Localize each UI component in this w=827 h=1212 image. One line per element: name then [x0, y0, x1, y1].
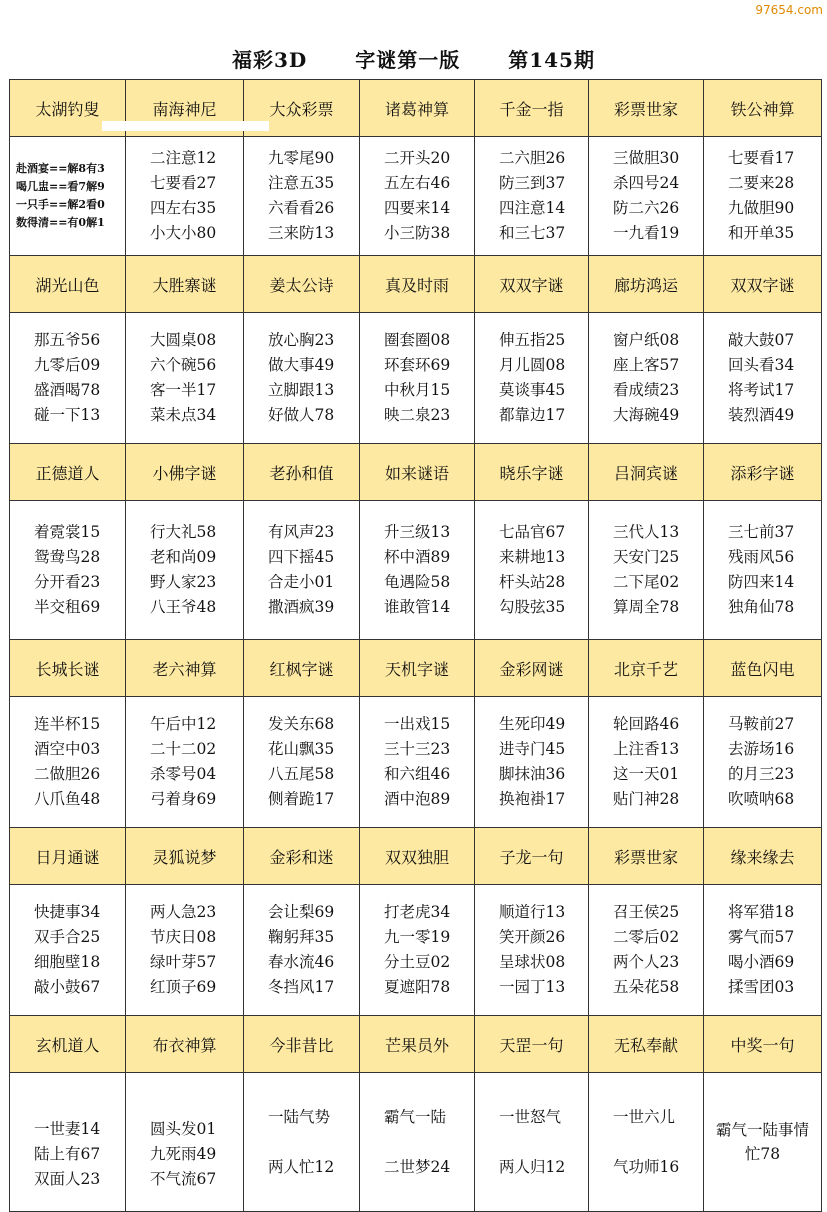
riddle-cell	[475, 885, 589, 1016]
riddle-line: 数得清==有0解1	[16, 216, 105, 229]
riddle-line: 轮回路46	[613, 715, 680, 733]
riddle-line: 去游场16	[728, 740, 795, 758]
riddle-line: 上注香13	[613, 740, 680, 758]
riddle-line: 侧着跪17	[268, 790, 335, 808]
riddle-line: 看成绩23	[613, 381, 680, 399]
riddle-line: 节庆日08	[150, 928, 217, 946]
riddle-cell	[126, 697, 244, 828]
riddle-line: 天安门25	[613, 548, 680, 566]
riddle-line	[499, 1130, 588, 1155]
riddle-line: 回头看34	[728, 356, 795, 374]
riddle-line: 做大事49	[268, 356, 335, 374]
header-row	[10, 256, 822, 313]
author-header: 彩票世家	[589, 80, 704, 137]
riddle-line: 大海碗49	[613, 406, 680, 424]
riddle-line: 八五尾58	[268, 765, 335, 783]
riddle-line	[268, 1130, 359, 1155]
riddle-line: 座上客57	[613, 356, 680, 374]
riddle-cell	[244, 697, 360, 828]
riddle-cell	[360, 885, 475, 1016]
riddle-line: 敲小鼓67	[34, 978, 101, 996]
riddle-line: 午后中12	[150, 715, 217, 733]
riddle-line: 菜未点34	[150, 406, 217, 424]
riddle-table	[9, 79, 822, 1212]
riddle-line: 二零后02	[613, 928, 680, 946]
riddle-cell	[475, 313, 589, 444]
author-header: 南海神尼	[126, 80, 244, 137]
riddle-line: 好做人78	[268, 406, 335, 424]
riddle-line: 合走小01	[268, 573, 335, 591]
author-header: 双双字谜	[704, 256, 822, 313]
riddle-line: 二要来28	[728, 174, 795, 192]
riddle-line: 二世梦24	[384, 1157, 451, 1176]
riddle-line: 大圆桌08	[150, 331, 217, 349]
riddle-line: 九做胆90	[728, 199, 795, 217]
riddle-cell	[360, 697, 475, 828]
author-header: 布衣神算	[126, 1016, 244, 1073]
riddle-line: 双手合25	[34, 928, 101, 946]
author-header: 老孙和值	[244, 444, 360, 501]
riddle-line: 九零后09	[34, 356, 101, 374]
riddle-line: 二开头20	[384, 149, 451, 167]
riddle-cell	[10, 697, 126, 828]
riddle-line: 映二泉23	[384, 406, 451, 424]
riddle-line: 三来防13	[268, 224, 335, 242]
riddle-cell	[589, 697, 704, 828]
riddle-line: 冬挡风17	[268, 978, 335, 996]
riddle-line: 二下尾02	[613, 573, 680, 591]
author-header: 湖光山色	[10, 256, 126, 313]
riddle-line: 杆头站28	[499, 573, 566, 591]
author-header: 金彩网谜	[475, 640, 589, 697]
riddle-line: 马鞍前27	[728, 715, 795, 733]
riddle-line: 九零尾90	[268, 149, 335, 167]
riddle-line: 莫谈事45	[499, 381, 566, 399]
riddle-line: 防四来14	[728, 573, 795, 591]
author-header: 北京千艺	[589, 640, 704, 697]
riddle-cell	[360, 137, 475, 256]
riddle-cell	[244, 137, 360, 256]
riddle-cell	[10, 501, 126, 640]
author-header: 诸葛神算	[360, 80, 475, 137]
riddle-cell	[704, 501, 822, 640]
author-header: 蓝色闪电	[704, 640, 822, 697]
riddle-line: 吹喷呐68	[728, 790, 795, 808]
riddle-line: 三七前37	[728, 523, 795, 541]
riddle-line: 分土豆02	[384, 953, 451, 971]
riddle-line: 八王爷48	[150, 598, 217, 616]
riddle-cell	[126, 885, 244, 1016]
riddle-line: 老和尚09	[150, 548, 217, 566]
author-header: 双双字谜	[475, 256, 589, 313]
author-header: 吕洞宾谜	[589, 444, 704, 501]
riddle-line: 气功师16	[613, 1157, 680, 1176]
header-row	[10, 828, 822, 885]
author-header: 长城长谜	[10, 640, 126, 697]
riddle-line: 敲大鼓07	[728, 331, 795, 349]
riddle-line: 两人归12	[499, 1157, 566, 1176]
riddle-line: 一世怒气	[499, 1107, 562, 1126]
riddle-line: 一只手==解2看0	[16, 198, 105, 211]
riddle-line: 花山飘35	[268, 740, 335, 758]
riddle-line: 独角仙78	[728, 598, 795, 616]
riddle-cell	[244, 885, 360, 1016]
riddle-cell	[126, 1073, 244, 1212]
author-header: 天机字谜	[360, 640, 475, 697]
riddle-line	[613, 1130, 703, 1155]
author-header: 大众彩票	[244, 80, 360, 137]
riddle-row	[10, 697, 822, 828]
riddle-cell	[475, 1073, 589, 1212]
riddle-line: 二做胆26	[34, 765, 101, 783]
author-header: 灵狐说梦	[126, 828, 244, 885]
riddle-line: 七要看27	[150, 174, 217, 192]
riddle-line: 环套环69	[384, 356, 451, 374]
riddle-cell	[360, 501, 475, 640]
riddle-cell	[360, 313, 475, 444]
riddle-line: 和三七37	[499, 224, 566, 242]
riddle-cell	[475, 697, 589, 828]
riddle-line: 伸五指25	[499, 331, 566, 349]
riddle-line: 脚抹油36	[499, 765, 566, 783]
riddle-cell	[704, 697, 822, 828]
riddle-cell	[589, 501, 704, 640]
author-header: 姜太公诗	[244, 256, 360, 313]
riddle-line: 一世妻14	[34, 1120, 101, 1138]
redaction-bar	[102, 121, 269, 131]
riddle-line: 揉雪团03	[728, 978, 795, 996]
riddle-line: 双面人23	[34, 1170, 101, 1188]
riddle-row	[10, 313, 822, 444]
riddle-line: 将考试17	[728, 381, 795, 399]
riddle-cell	[10, 885, 126, 1016]
riddle-line: 放心胸23	[268, 331, 335, 349]
riddle-line: 弓着身69	[150, 790, 217, 808]
author-header: 无私奉献	[589, 1016, 704, 1073]
riddle-line: 圆头发01	[150, 1120, 217, 1138]
riddle-line: 三代人13	[613, 523, 680, 541]
riddle-line: 圈套圈08	[384, 331, 451, 349]
riddle-line: 六个碗56	[150, 356, 217, 374]
riddle-line: 野人家23	[150, 573, 217, 591]
author-header: 真及时雨	[360, 256, 475, 313]
riddle-line: 鞠躬拜35	[268, 928, 335, 946]
riddle-line: 会让梨69	[268, 903, 335, 921]
riddle-line: 注意五35	[268, 174, 335, 192]
riddle-line: 七品官67	[499, 523, 566, 541]
riddle-line: 进寺门45	[499, 740, 566, 758]
author-header: 中奖一句	[704, 1016, 822, 1073]
riddle-line: 窗户纸08	[613, 331, 680, 349]
riddle-line: 龟遇险58	[384, 573, 451, 591]
riddle-line: 绿叶芽57	[150, 953, 217, 971]
riddle-line: 一园丁13	[499, 978, 566, 996]
riddle-line: 二十二02	[150, 740, 217, 758]
title-edition: 字谜第一版	[355, 48, 461, 72]
riddle-line: 四左右35	[150, 199, 217, 217]
riddle-row	[10, 501, 822, 640]
riddle-cell	[10, 1073, 126, 1212]
riddle-line: 都靠边17	[499, 406, 566, 424]
riddle-line: 红顶子69	[150, 978, 217, 996]
title-lottery: 福彩3D	[232, 48, 308, 72]
page-title	[0, 44, 827, 73]
riddle-line: 六看看26	[268, 199, 335, 217]
author-header: 老六神算	[126, 640, 244, 697]
author-header: 双双独胆	[360, 828, 475, 885]
riddle-line: 酒空中03	[34, 740, 101, 758]
riddle-cell	[126, 501, 244, 640]
riddle-line: 二六胆26	[499, 149, 566, 167]
riddle-line: 不气流67	[150, 1170, 217, 1188]
riddle-line: 霸气一陆	[384, 1107, 447, 1126]
title-issue: 第145期	[508, 48, 595, 72]
riddle-row	[10, 885, 822, 1016]
author-header: 天罡一句	[475, 1016, 589, 1073]
riddle-line: 换袍褂17	[499, 790, 566, 808]
riddle-cell	[126, 313, 244, 444]
riddle-line: 三十三23	[384, 740, 451, 758]
riddle-line: 两人忙12	[268, 1157, 335, 1176]
riddle-line: 有风声23	[268, 523, 335, 541]
riddle-line: 杀零号04	[150, 765, 217, 783]
riddle-line: 杀四号24	[613, 174, 680, 192]
riddle-line: 小三防38	[384, 224, 451, 242]
riddle-line: 夏遮阳78	[384, 978, 451, 996]
riddle-cell	[589, 885, 704, 1016]
riddle-line: 一九看19	[613, 224, 680, 242]
riddle-line: 残雨风56	[728, 548, 795, 566]
author-header: 晓乐字谜	[475, 444, 589, 501]
author-header: 正德道人	[10, 444, 126, 501]
riddle-line: 来耕地13	[499, 548, 566, 566]
author-header: 芒果员外	[360, 1016, 475, 1073]
riddle-line: 着霓裳15	[34, 523, 101, 541]
author-header: 廊坊鸿运	[589, 256, 704, 313]
author-header: 添彩字谜	[704, 444, 822, 501]
riddle-line: 将军猎18	[728, 903, 795, 921]
riddle-line: 和开单35	[728, 224, 795, 242]
riddle-line: 发关东68	[268, 715, 335, 733]
riddle-line: 呈球状08	[499, 953, 566, 971]
site-watermark: 97654.com	[755, 3, 823, 17]
author-header: 大胜寨谜	[126, 256, 244, 313]
riddle-line: 这一天01	[613, 765, 680, 783]
riddle-line: 五朵花58	[613, 978, 680, 996]
riddle-line: 防三到37	[499, 174, 566, 192]
riddle-line: 四下摇45	[268, 548, 335, 566]
author-header: 红枫字谜	[244, 640, 360, 697]
riddle-line: 二注意12	[150, 149, 217, 167]
riddle-line: 和六组46	[384, 765, 451, 783]
riddle-line: 喝小酒69	[728, 953, 795, 971]
riddle-line: 立脚跟13	[268, 381, 335, 399]
riddle-line: 九死雨49	[150, 1145, 217, 1163]
riddle-line: 分开看23	[34, 573, 101, 591]
riddle-cell	[589, 137, 704, 256]
riddle-cell	[126, 137, 244, 256]
riddle-line: 喝几盅==看7解9	[16, 180, 105, 193]
riddle-line: 鸳鸯鸟28	[34, 548, 101, 566]
riddle-line: 召王侯25	[613, 903, 680, 921]
riddle-cell	[244, 313, 360, 444]
riddle-line: 八爪鱼48	[34, 790, 101, 808]
riddle-line: 小大小80	[150, 224, 217, 242]
riddle-line: 碰一下13	[34, 406, 101, 424]
riddle-line: 勾股弦35	[499, 598, 566, 616]
riddle-cell	[704, 1073, 822, 1212]
riddle-line	[384, 1130, 474, 1155]
riddle-line: 盛酒喝78	[34, 381, 101, 399]
riddle-line: 半交租69	[34, 598, 101, 616]
riddle-line: 陆上有67	[34, 1145, 101, 1163]
author-header: 玄机道人	[10, 1016, 126, 1073]
riddle-line: 行大礼58	[150, 523, 217, 541]
riddle-line: 生死印49	[499, 715, 566, 733]
riddle-line: 打老虎34	[384, 903, 451, 921]
riddle-line: 贴门神28	[613, 790, 680, 808]
author-header: 缘来缘去	[704, 828, 822, 885]
riddle-line: 杯中酒89	[384, 548, 451, 566]
riddle-line: 霸气一陆事情忙78	[715, 1121, 809, 1163]
author-header: 千金一指	[475, 80, 589, 137]
riddle-line: 雾气而57	[728, 928, 795, 946]
header-row	[10, 640, 822, 697]
riddle-line	[150, 1092, 243, 1117]
riddle-line: 谁敢管14	[384, 598, 451, 616]
riddle-line: 两个人23	[613, 953, 680, 971]
author-header: 铁公神算	[704, 80, 822, 137]
riddle-line: 四要来14	[384, 199, 451, 217]
riddle-line: 快捷事34	[34, 903, 101, 921]
riddle-line: 细胞壁18	[34, 953, 101, 971]
author-header: 太湖钓叟	[10, 80, 126, 137]
riddle-cell	[360, 1073, 475, 1212]
author-header: 子龙一句	[475, 828, 589, 885]
riddle-cell	[475, 501, 589, 640]
author-header: 如来谜语	[360, 444, 475, 501]
riddle-line: 一世六儿	[613, 1107, 676, 1126]
riddle-cell	[704, 313, 822, 444]
riddle-cell	[244, 1073, 360, 1212]
riddle-line: 月儿圆08	[499, 356, 566, 374]
riddle-row	[10, 137, 822, 256]
riddle-row	[10, 1073, 822, 1212]
riddle-cell	[10, 137, 126, 256]
riddle-line: 酒中泡89	[384, 790, 451, 808]
riddle-line: 算周全78	[613, 598, 680, 616]
riddle-cell	[704, 137, 822, 256]
riddle-line: 客一半17	[150, 381, 217, 399]
riddle-line: 撒酒疯39	[268, 598, 335, 616]
riddle-line: 那五爷56	[34, 331, 101, 349]
riddle-line: 中秋月15	[384, 381, 451, 399]
header-row	[10, 1016, 822, 1073]
riddle-line: 五左右46	[384, 174, 451, 192]
riddle-cell	[704, 885, 822, 1016]
riddle-line: 防二六26	[613, 199, 680, 217]
riddle-line: 九一零19	[384, 928, 451, 946]
riddle-line: 三做胆30	[613, 149, 680, 167]
riddle-line: 装烈酒49	[728, 406, 795, 424]
author-header: 金彩和迷	[244, 828, 360, 885]
riddle-cell	[589, 1073, 704, 1212]
riddle-line: 连半杯15	[34, 715, 101, 733]
author-header: 小佛字谜	[126, 444, 244, 501]
riddle-line: 七要看17	[728, 149, 795, 167]
riddle-line: 升三级13	[384, 523, 451, 541]
riddle-line: 笑开颜26	[499, 928, 566, 946]
riddle-cell	[10, 313, 126, 444]
riddle-line: 一出戏15	[384, 715, 451, 733]
riddle-line: 顺道行13	[499, 903, 566, 921]
riddle-line: 一陆气势	[268, 1107, 331, 1126]
riddle-cell	[244, 501, 360, 640]
riddle-line: 的月三23	[728, 765, 795, 783]
riddle-line: 四注意14	[499, 199, 566, 217]
riddle-line: 两人急23	[150, 903, 217, 921]
riddle-cell	[475, 137, 589, 256]
author-header: 彩票世家	[589, 828, 704, 885]
author-header: 今非昔比	[244, 1016, 360, 1073]
riddle-line: 春水流46	[268, 953, 335, 971]
riddle-line	[34, 1092, 125, 1117]
author-header: 日月通谜	[10, 828, 126, 885]
riddle-cell	[589, 313, 704, 444]
header-row	[10, 444, 822, 501]
riddle-line: 赴酒宴==解8有3	[16, 162, 105, 175]
